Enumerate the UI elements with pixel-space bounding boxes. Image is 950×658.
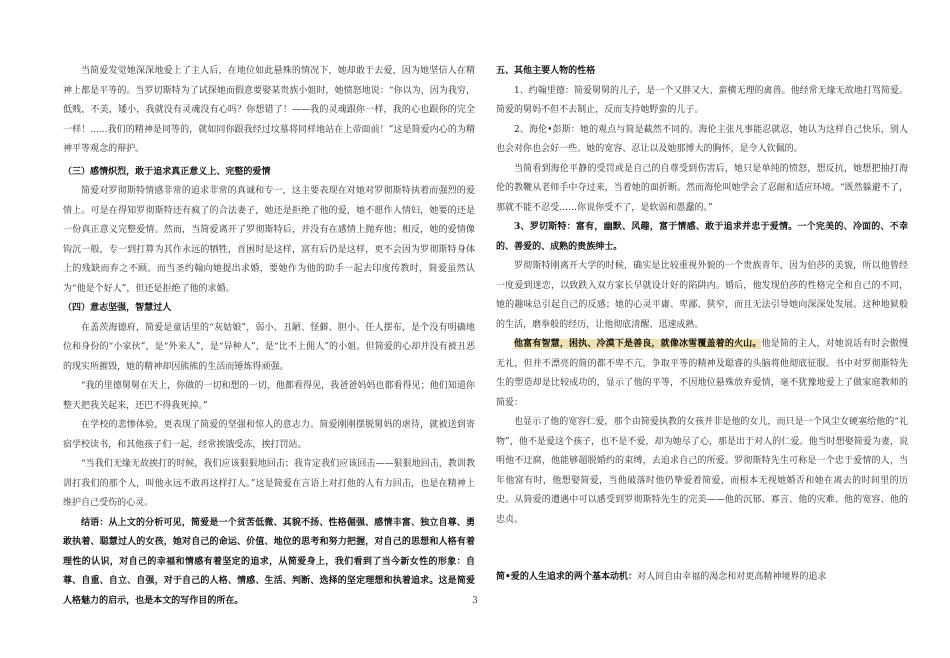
- conclusion-text: 从上文的分析可见，简爱是一个贫苦低微、其貌不扬、性格倔强、感情丰富、独立自尊、勇敢执着、聪慧过人的女孩，她对自己的命运、价值、地位的思考和努力把握，对自己的思想和人格有着理性的认识，对自己的幸福和情感有着坚定的追求，从简爱身上，我们看到了当今新女性的形象：自尊、自重、自立、自强，对于自己的人格、情感、生活、判断、选择的坚定理想和执着追求。这是简爱人格魅力的启示，也是本文的写作目的所在。: [63, 517, 475, 606]
- paragraph-love: 简爱对罗彻斯特情感非常的追求非常的真诚和专一，这主要表现在对她对罗彻斯特执着而强烈的爱情上。可是在得知罗彻斯特还有疯了的合法妻子，她还是拒绝了他的爱，她不愿作人情妇，她要的还是一份真正意义完整爱情。然而，当简爱离开了罗彻斯特后，并没有在感情上抛弃他；相反，她的爱情像钩沉一般，专一到打算为其作永远的牺牲，首困时是这样，富有后仍是这样，更不会因为罗彻斯特身体上的残缺而弃之不顾。而当圣约翰向她提出求婚，要她作为他的助手一起去印度传教时，简爱虽然认为“他是个好人”，但还是拒绝了他的求婚。: [63, 186, 475, 294]
- paragraph-helen-burns: 2、海伦•彭斯：她的观点与简是截然不同的。海伦主张凡事能忍就忍，她认为这样自己快乐，别人也会对你也会好一些。她的宽容、忍让以及她那博大的胸怀，是令人钦佩的。: [496, 124, 908, 154]
- paragraph-rochester-character: [496, 335, 908, 413]
- paragraph-school: 在学校的悲惨体验，更表现了简爱的坚强和惊人的意志力。简爱刚刚摆脱舅妈的虐待，就被送到寄宿学校读书，和其他孩子们一起，经常挨饿受冻，挨打罚站。: [63, 420, 475, 450]
- section-heading-4: （四）意志坚强，智慧过人: [63, 303, 172, 313]
- right-column: [496, 62, 908, 588]
- section-heading-3: （三）感情炽烈，敢于追求真正意义上、完整的爱情: [63, 166, 271, 177]
- quote-uncle-reed: “我的里德舅舅在天上，你做的一切和想的一切，他都看得见，我爸爸妈妈也都看得见；他们知道你整天把我关起来，还巴不得我死掉。”: [63, 381, 475, 411]
- summary-label: 简•爱的人生追求的两个基本动机：: [496, 572, 638, 582]
- heading-rochester: 3、罗切斯特：富有，幽默、风趣，富于情感、敢于追求并忠于爱情。一个完美的、冷面的、不幸的、善爱的、成熟的贵族绅士。: [496, 222, 908, 252]
- conclusion-label: 结语：: [81, 517, 109, 528]
- paragraph-cinderella: 在盖茨海德府，简爱是童话里的“灰姑娘”，弱小、丑陋、怪僻、胆小、任人摆布，是个没有明确地位和身份的“小家伙”，是“外来人”，是“异种人”，是“比不上佣人”的小姐。但简爱的心却并没有被丑恶的现实所摧毁，她的精神却因熊熊的生活而锤炼得顽强。: [63, 322, 475, 372]
- summary-line: [496, 568, 908, 588]
- rochester-character-text: 他是简的主人，对她说话有时会傲慢无礼，但并不漂亮的简的都不卑不亢，争取平等的精神及聪睿的头脑将他彻底征服。书中对罗彻斯特先生的塑造却是比较成功的，显示了他的平等，不因地位悬殊放弃爱情，毫不犹豫地爱上了做家庭教师的简爱：: [496, 339, 908, 408]
- paragraph-rochester-tolerance: 也显示了他的宽容仁爱，那个由简爱执教的女孩并非是他的女儿，而只是一个风尘女硬塞给他的“礼物”，他不是爱这个孩子，也不是不爱，却为她尽了心，那是出于对人的仁爱。他当时想娶简爱为妻，说明他不迂腐，他能够超脱婚约的束缚，去追求自己的所爱。罗彻斯特先生可称是一个忠于爱情的人，当年他富有时，他想娶简爱，当他破落时他仍挚爱着简爱，而根本无视她婚否和她在离去的时间里的历史。从简爱的遭遇中可以感受到罗彻斯特先生的完美——他的沉郁、寡言、他的灾难、他的宽容、他的忠贞。: [496, 417, 908, 525]
- section-heading-5: 五、其他主要人物的性格: [496, 66, 596, 76]
- paragraph-rochester-youth: 罗彻斯特刚离开大学的时候，确实是比较重视外貌的一个贵族青年，因为伯莎的美貌，所以他曾经一度爱到迷恋，以致跌入双方家长早就设计好的陷阱内。婚后，他发现伯莎的性格完全和自己的不同，她的趣味总引起自己的反感；她的心灵平庸、卑鄙、狭窄，而且无法引导她向深深处发展。这种地狱般的生活，磨拳般的经历，让他彻底清醒、迅速成熟。: [496, 261, 908, 330]
- left-column: [63, 62, 475, 611]
- summary-text: 对人间自由幸福的渴念和对更高精神境界的追求: [637, 572, 827, 582]
- quote-fight-back: “当我们无缘无故挨打的时候，我们应该狠狠地回击；我肯定我们应该回击——狠狠地回击，教训教训打我们的那个人，叫他永远不敢再这样打人。”这是简爱在言语上对打他的人有力回击，也是在精神上维护自己受伤的心灵。: [63, 459, 475, 508]
- highlighted-phrase: 他富有智慧，困执、冷漠下是善良，就像冰雪覆盖着的火山。: [514, 339, 762, 349]
- page-number: 3: [472, 596, 478, 606]
- paragraph-spiritual-equality: 当简爱发觉她深深地爱上了主人后，在地位如此悬殊的情况下，她却敢于去爱，因为她坚信人在精神上都是平等的。当罗切斯特为了试探她而假意要娶某贵族小姐时，她愤怒地说：“你以为，因为我穷，低贱，不美，矮小，我就没有灵魂没有心吗？你想错了！——我的灵魂跟你一样，我的心也跟你的完全一样！......我们的精神是同等的，就如同你跟我经过坟墓将同样地站在上帝面前！”这是简爱内心的为精神平等观念的辩护。: [63, 66, 475, 154]
- paragraph-helen-punished: 当简看到海伦平静的受罚或是自己的自尊受到伤害后，她只是单纯的愤怒，想反抗，她想把抽打海伦的教鞭从老师手中夺过来，当着她的面折断。然而海伦叫她学会了忍耐和适应环境。“既然躲避不了，那就不能不忍受……你说你受不了，是软弱和愚蠢的。”: [496, 163, 908, 213]
- paragraph-john-reed: 1、约翰里德：简爱舅舅的儿子，是一个又胖又大、蛮横无理的禽兽。他经常无缘无故地打骂简爱。简爱的舅妈不但不去制止，反而支持她野蛮的儿子。: [496, 85, 908, 115]
